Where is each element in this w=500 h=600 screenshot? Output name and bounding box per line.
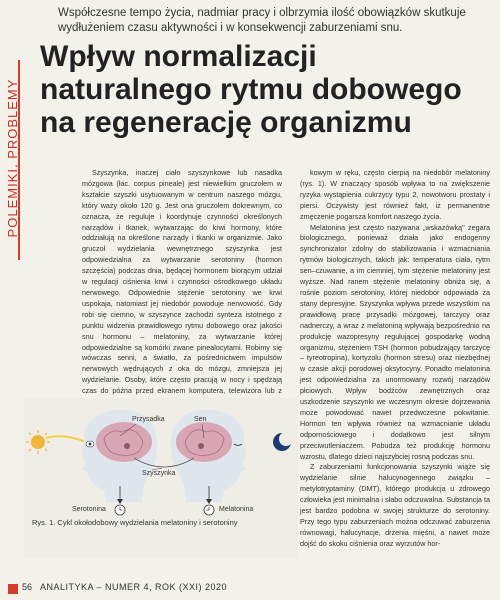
label-pineal: Szyszynka bbox=[142, 470, 176, 477]
moon-icon bbox=[273, 432, 293, 451]
label-pituitary: Przysadka bbox=[132, 416, 165, 423]
paragraph: kowym w ręku, często cierpią na niedobór melatoniny (rys. 1). W znaczący sposób wpływa to na zwiększenie ryzyka wystąpienia cukrzycy typu 2, nowotworu prostaty i piersi. Oczywisty jest również fakt, iż permanentne zmęczenie pogarsza komfort naszego życia. bbox=[300, 168, 490, 221]
clock-night-icon bbox=[204, 505, 214, 515]
head-day-icon bbox=[82, 410, 157, 502]
paragraph: Melatonina jest często nazywana „wskazówką" zegara biologicznego, ponieważ działa jako endogenny synchronizator zdolny do stabilizowania i wzmacniania rytmów biologicznych, takich jak: temperatura ciała, rytm sen–czuwanie, a im ciemniej, tym stężenie melatoniny jest wyższe. Nad ranem stężenie melatoniny obniża się, a rośnie poziom serotoniny, której niedobór odpowiada za stany depresyjne. Szyszynka wpływa przede wszystkim na prawidłową pracę przysadki mózgowej, tarczycy oraz nadnerczy, a wraz z melatoniną wpływają bezpośrednio na produkcję wazopresyny regulującej gospodarkę wodną organizmu, stężeniem TSH (hormon pobudzający tarczycę – tyreotropina), kortyzolu (hormon stresu) oraz niezbędnej w czasie akcji porodowej oksytocyny. Ponadto melatonina jest odpowiedzialna za unormowany rozwój narządów płciowych. Wpływ bodźców zewnętrznych oraz uszkodzenie szyszynki we wczesnym okresie dojrzewania może powodować nawet przedwczesne pokwitanie. Hormon ten wpływa również na wzmacnianie układu odpornościowego i dodatkowo jest silnym przeciwutleniaczem. Pobudza też produkcję hormonu wzrostu, dlatego dzieci najszybciej rosną podczas snu. bbox=[300, 222, 490, 461]
paragraph: Z zaburzeniami funkcjonowania szyszynki wiąże się wydzielanie silnie halucynogennego związku – metylotryptaminy (DMT), którego produkcja u zdrowego człowieka jest minimalna i słabo odczuwalna. Substancja ta jest bardzo podobna w swojej strukturze do serotoniny. Przy tego typu zaburzeniach można odczuwać zaburzenia równowagi, halucynacje, drżenia mięśni, a nawet może dojść do skoku ciśnienia oraz wyrzutów hor- bbox=[300, 462, 490, 548]
figure-circadian-cycle bbox=[24, 398, 298, 558]
section-label: POLEMIKI, PROBLEMY bbox=[5, 78, 20, 238]
section-marker bbox=[1, 60, 21, 260]
article-title: Wpływ normalizacji naturalnego rytmu dobowego na regenerację organizmu bbox=[40, 40, 462, 139]
journal-info: ANALITYKA – NUMER 4, ROK (XXI) 2020 bbox=[40, 582, 228, 592]
head-night-icon bbox=[171, 410, 246, 502]
article-column-left bbox=[82, 168, 282, 396]
page-footer bbox=[0, 582, 500, 600]
paragraph: Szyszynka, inaczej ciało szyszynkowe lub nasadka mózgowa (łac. corpus pineale) jest niewielkim gruczołem w kształcie szyszki usytuowanym w centrum naszego mózgu, który waży około 120 g. Jest ona gruczołem dokrewnym, co oznacza, że reguluje i koordynuje czynności określonych narządów i tkanek, wytwarzając do krwi hormony, które oddziałują na określone narządy i tkanki w organizmie. Jako gruczoł wydzielania wewnętrznego szyszynka jest odpowiedzialna za wytwarzanie serotoniny (hormon szczęścia) podczas dnia, będącej hormonem biorącym udział w regulacji ciśnienia krwi i czynności ośrodkowego układu nerwowego. Odpowiednie stężenie serotoniny we krwi uspokaja, natomiast jej niedobór powoduje nerwowość. Gdy robi się ciemno, w szyszynce zachodzi synteza istotnego z punktu widzenia prawidłowego rytmu dobowego oraz jakości snu hormonu – melatoniny, za wytwarzanie której odpowiedzialne są komórki zwane pinealocytami. Robimy się wówczas senni, a światło, za pośrednictwem impulsów nerwowych wędrujących z oka do mózgu, zmniejsza jej wydzielanie. Osoby, które często pracują w nocy i spędzają czas do późna przed ekranem komputera, telewizora lub z bbox=[82, 168, 282, 396]
page-number: 56 bbox=[22, 582, 33, 592]
light-ray bbox=[46, 436, 86, 442]
label-serotonin: Serotonina bbox=[72, 506, 106, 513]
label-sleep: Sen bbox=[194, 416, 207, 423]
label-melatonin: Melatonina bbox=[219, 506, 254, 513]
lead-text: Współczesne tempo życia, nadmiar pracy i olbrzymia ilość obowiązków skutkuje wydłużeniem czasu aktywności i w konsekwencji zaburzeniami snu. bbox=[58, 7, 466, 34]
clock-day-icon bbox=[115, 505, 125, 515]
sun-icon bbox=[26, 430, 50, 454]
figure-caption: Rys. 1. Cykl okołodobowy wydzielania melatoniny i serotoniny bbox=[32, 518, 238, 527]
footer-accent-square bbox=[8, 584, 18, 594]
article-column-right bbox=[300, 168, 490, 588]
